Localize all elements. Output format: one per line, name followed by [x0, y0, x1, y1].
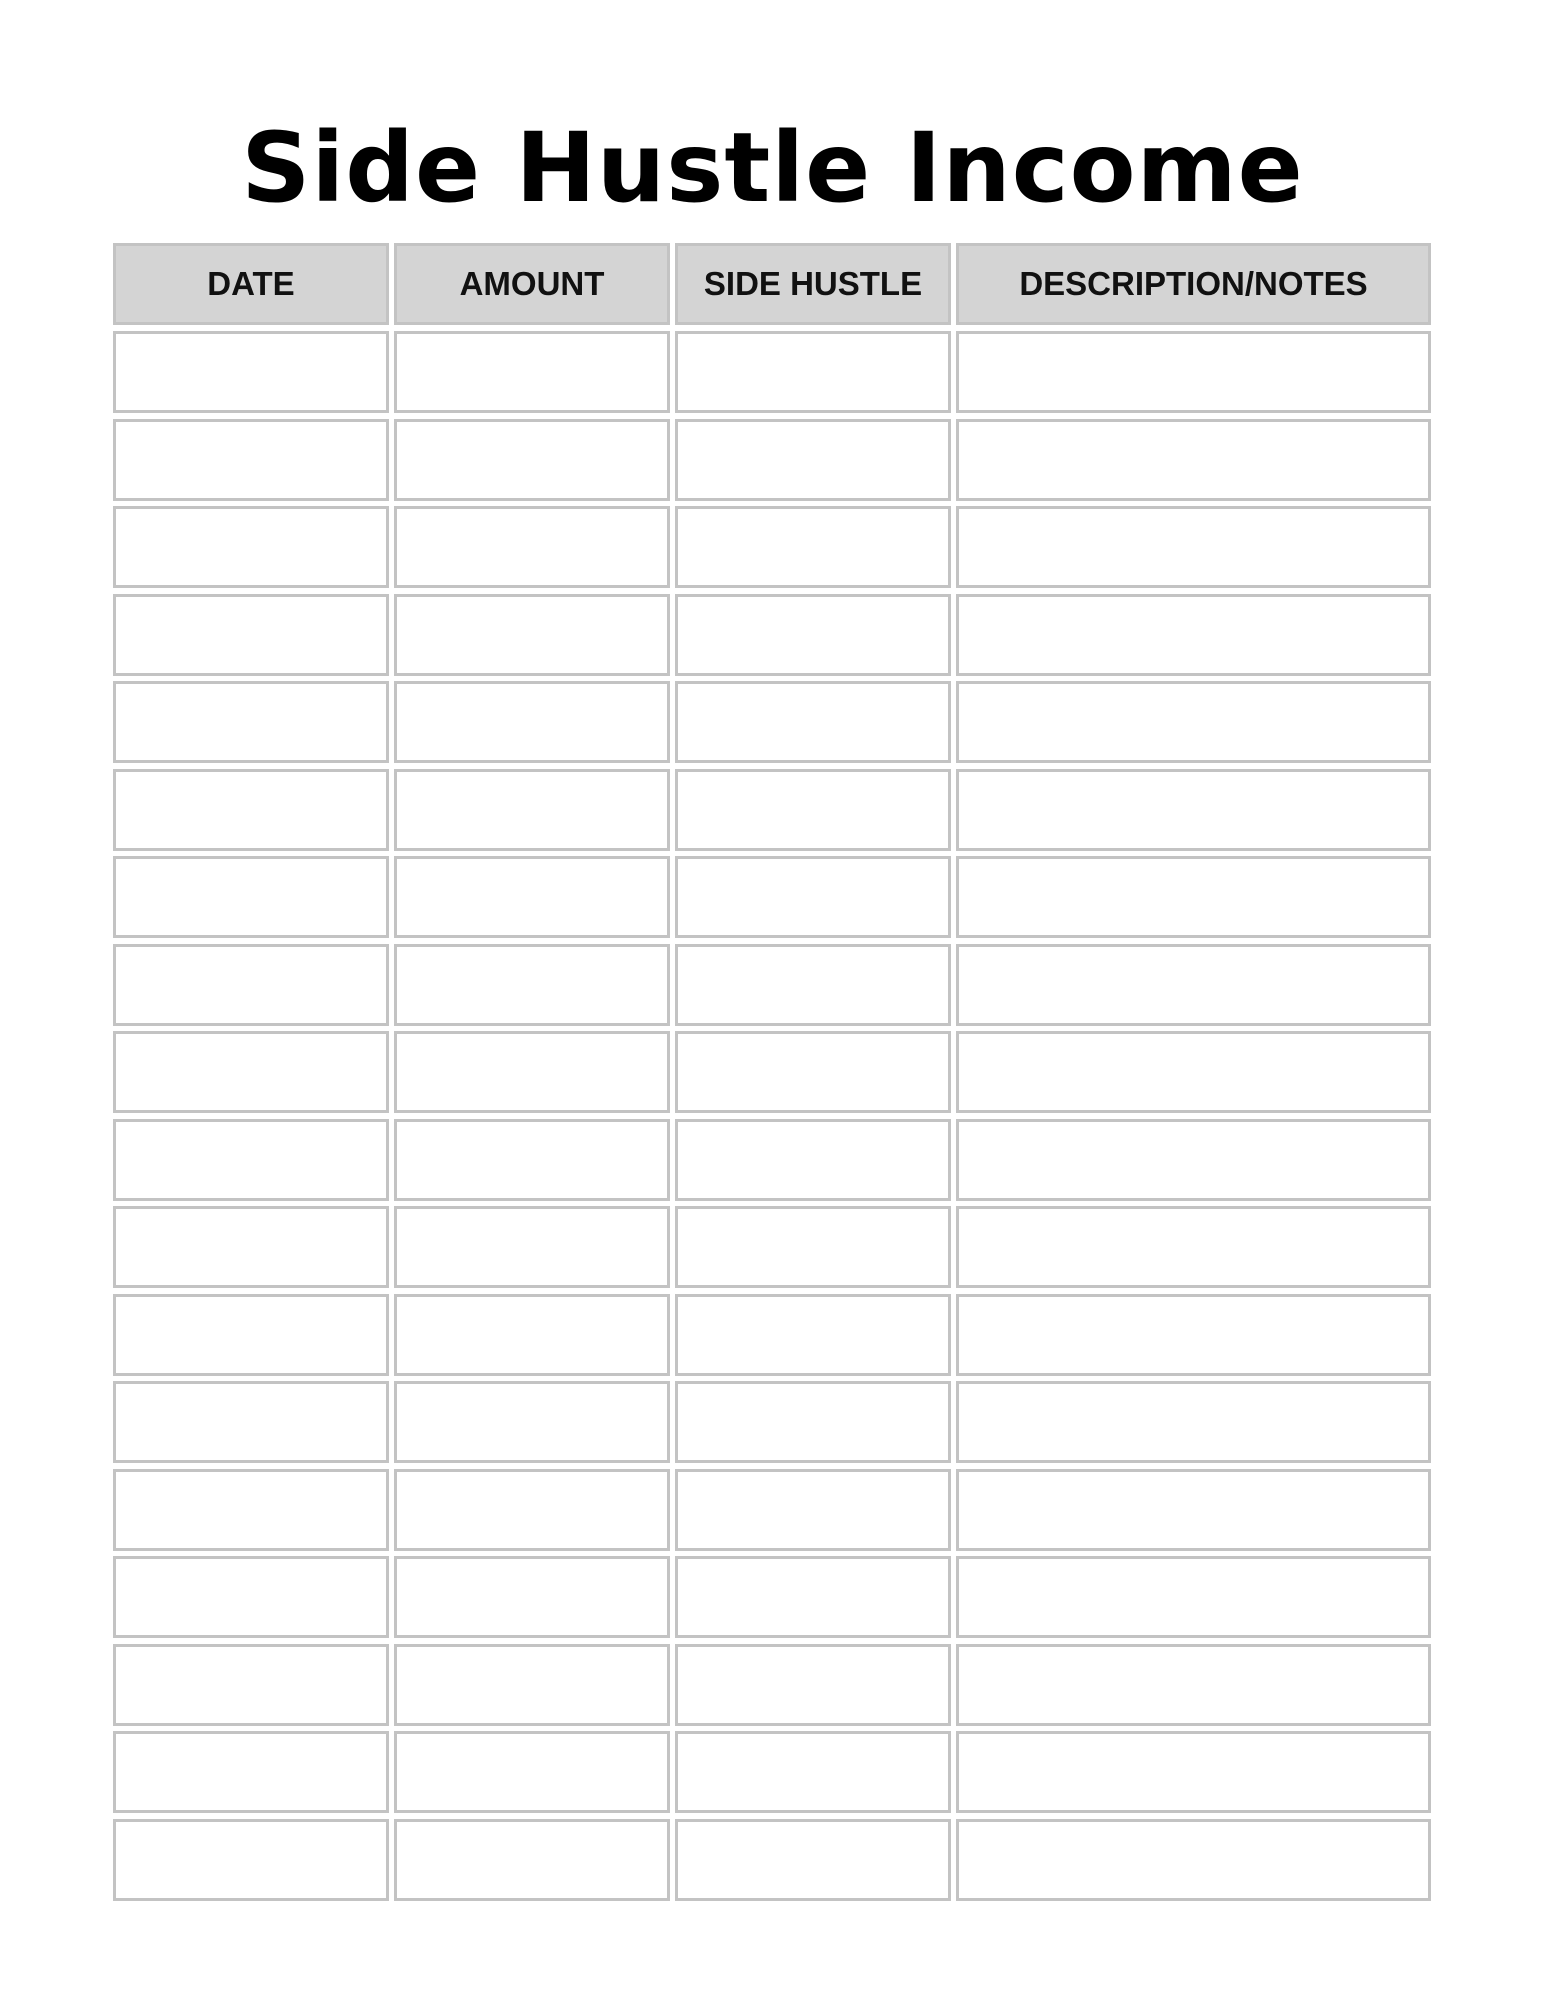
- entry-cell-side-hustle[interactable]: [675, 594, 951, 676]
- entry-cell-description-notes[interactable]: [956, 1819, 1431, 1901]
- entry-cell-date[interactable]: [113, 331, 389, 413]
- entry-cell-amount[interactable]: [394, 594, 670, 676]
- entry-cell-amount[interactable]: [394, 1119, 670, 1201]
- entry-cell-description-notes[interactable]: [956, 769, 1431, 851]
- entry-cell-side-hustle[interactable]: [675, 1381, 951, 1463]
- entry-cell-description-notes[interactable]: [956, 1206, 1431, 1288]
- entry-cell-description-notes[interactable]: [956, 1119, 1431, 1201]
- entry-cell-description-notes[interactable]: [956, 1731, 1431, 1813]
- entry-cell-amount[interactable]: [394, 1469, 670, 1551]
- entry-cell-amount[interactable]: [394, 1731, 670, 1813]
- entry-cell-date[interactable]: [113, 944, 389, 1026]
- entry-cell-amount[interactable]: [394, 331, 670, 413]
- entry-cell-date[interactable]: [113, 594, 389, 676]
- entry-cell-description-notes[interactable]: [956, 331, 1431, 413]
- entry-cell-date[interactable]: [113, 1381, 389, 1463]
- entry-cell-date[interactable]: [113, 1031, 389, 1113]
- entry-cell-date[interactable]: [113, 1644, 389, 1726]
- entry-cell-side-hustle[interactable]: [675, 331, 951, 413]
- entry-cell-date[interactable]: [113, 1819, 389, 1901]
- entry-cell-amount[interactable]: [394, 856, 670, 938]
- entry-cell-amount[interactable]: [394, 1294, 670, 1376]
- entry-cell-side-hustle[interactable]: [675, 856, 951, 938]
- page-title: Side Hustle Income: [241, 112, 1304, 224]
- entry-cell-date[interactable]: [113, 856, 389, 938]
- column-header-description-notes: DESCRIPTION/NOTES: [956, 243, 1431, 325]
- entry-cell-description-notes[interactable]: [956, 681, 1431, 763]
- entry-cell-date[interactable]: [113, 419, 389, 501]
- entry-cell-amount[interactable]: [394, 1206, 670, 1288]
- entry-cell-date[interactable]: [113, 1119, 389, 1201]
- entry-cell-description-notes[interactable]: [956, 856, 1431, 938]
- column-header-amount: AMOUNT: [394, 243, 670, 325]
- entry-cell-amount[interactable]: [394, 944, 670, 1026]
- entry-cell-description-notes[interactable]: [956, 1031, 1431, 1113]
- entry-cell-date[interactable]: [113, 681, 389, 763]
- entry-cell-side-hustle[interactable]: [675, 769, 951, 851]
- entry-cell-side-hustle[interactable]: [675, 1731, 951, 1813]
- entry-cell-description-notes[interactable]: [956, 1294, 1431, 1376]
- entry-cell-date[interactable]: [113, 1556, 389, 1638]
- entry-cell-side-hustle[interactable]: [675, 419, 951, 501]
- entry-cell-amount[interactable]: [394, 419, 670, 501]
- entry-cell-side-hustle[interactable]: [675, 1206, 951, 1288]
- entry-cell-description-notes[interactable]: [956, 944, 1431, 1026]
- entry-cell-date[interactable]: [113, 1294, 389, 1376]
- entry-cell-side-hustle[interactable]: [675, 506, 951, 588]
- entry-cell-amount[interactable]: [394, 1819, 670, 1901]
- entry-cell-amount[interactable]: [394, 1381, 670, 1463]
- entry-cell-description-notes[interactable]: [956, 594, 1431, 676]
- entry-cell-description-notes[interactable]: [956, 419, 1431, 501]
- entry-cell-side-hustle[interactable]: [675, 1819, 951, 1901]
- entry-cell-description-notes[interactable]: [956, 1644, 1431, 1726]
- entry-cell-side-hustle[interactable]: [675, 1469, 951, 1551]
- entry-cell-description-notes[interactable]: [956, 1556, 1431, 1638]
- entry-cell-date[interactable]: [113, 1206, 389, 1288]
- entry-cell-description-notes[interactable]: [956, 506, 1431, 588]
- entry-cell-amount[interactable]: [394, 1031, 670, 1113]
- entry-cell-description-notes[interactable]: [956, 1469, 1431, 1551]
- entry-cell-side-hustle[interactable]: [675, 681, 951, 763]
- entry-cell-date[interactable]: [113, 506, 389, 588]
- entry-cell-date[interactable]: [113, 1469, 389, 1551]
- entry-cell-amount[interactable]: [394, 1644, 670, 1726]
- entry-cell-side-hustle[interactable]: [675, 944, 951, 1026]
- column-header-date: DATE: [113, 243, 389, 325]
- column-header-side-hustle: SIDE HUSTLE: [675, 243, 951, 325]
- entry-cell-description-notes[interactable]: [956, 1381, 1431, 1463]
- entry-cell-date[interactable]: [113, 769, 389, 851]
- entry-cell-amount[interactable]: [394, 681, 670, 763]
- entry-cell-amount[interactable]: [394, 1556, 670, 1638]
- entry-cell-date[interactable]: [113, 1731, 389, 1813]
- entry-cell-side-hustle[interactable]: [675, 1644, 951, 1726]
- entry-cell-amount[interactable]: [394, 769, 670, 851]
- entry-cell-side-hustle[interactable]: [675, 1031, 951, 1113]
- entry-cell-side-hustle[interactable]: [675, 1294, 951, 1376]
- entry-cell-side-hustle[interactable]: [675, 1119, 951, 1201]
- entry-cell-amount[interactable]: [394, 506, 670, 588]
- entry-cell-side-hustle[interactable]: [675, 1556, 951, 1638]
